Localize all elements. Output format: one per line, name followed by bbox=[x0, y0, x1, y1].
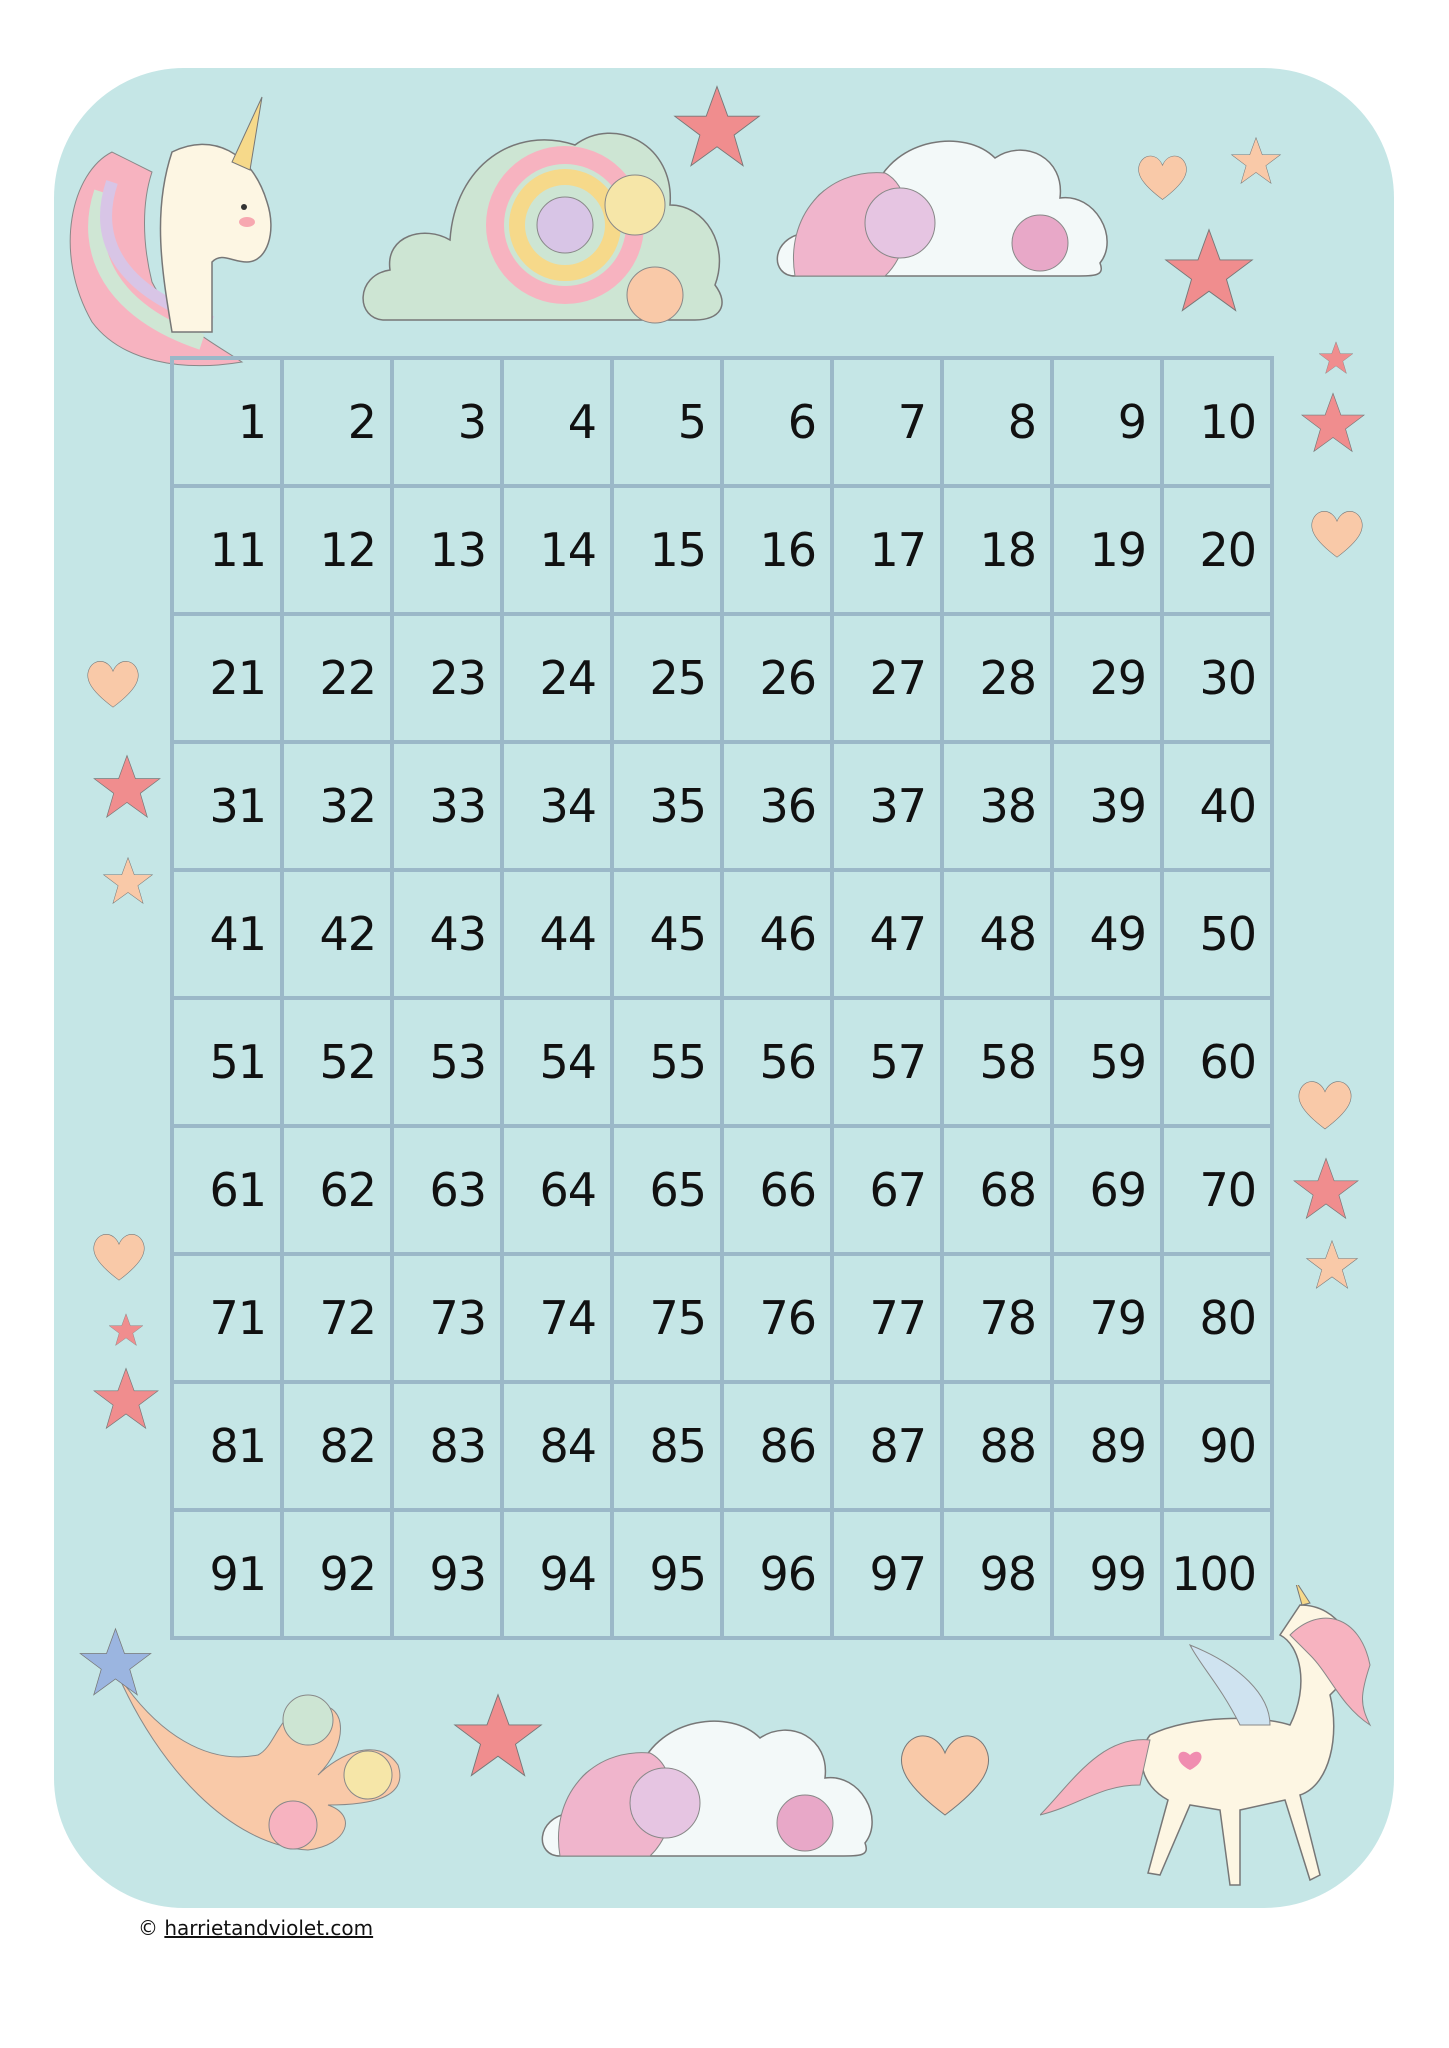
number-cell: 37 bbox=[834, 744, 944, 872]
heart-icon bbox=[1135, 150, 1190, 205]
number-cell: 69 bbox=[1054, 1128, 1164, 1256]
number-cell: 54 bbox=[504, 1000, 614, 1128]
number-cell: 50 bbox=[1164, 872, 1274, 1000]
number-cell: 39 bbox=[1054, 744, 1164, 872]
number-cell: 79 bbox=[1054, 1256, 1164, 1384]
number-cell: 49 bbox=[1054, 872, 1164, 1000]
number-cell: 3 bbox=[394, 360, 504, 488]
number-cell: 1 bbox=[174, 360, 284, 488]
number-cell: 6 bbox=[724, 360, 834, 488]
number-cell: 36 bbox=[724, 744, 834, 872]
number-cell: 56 bbox=[724, 1000, 834, 1128]
number-cell: 72 bbox=[284, 1256, 394, 1384]
number-cell: 8 bbox=[944, 360, 1054, 488]
star-icon bbox=[108, 1312, 144, 1348]
number-cell: 89 bbox=[1054, 1384, 1164, 1512]
star-icon bbox=[1318, 340, 1354, 376]
number-cell: 13 bbox=[394, 488, 504, 616]
number-cell: 41 bbox=[174, 872, 284, 1000]
number-cell: 47 bbox=[834, 872, 944, 1000]
number-cell: 86 bbox=[724, 1384, 834, 1512]
number-cell: 10 bbox=[1164, 360, 1274, 488]
number-cell: 62 bbox=[284, 1128, 394, 1256]
number-cell: 25 bbox=[614, 616, 724, 744]
number-cell: 93 bbox=[394, 1512, 504, 1640]
number-cell: 29 bbox=[1054, 616, 1164, 744]
number-cell: 20 bbox=[1164, 488, 1274, 616]
number-cell: 95 bbox=[614, 1512, 724, 1640]
number-cell: 75 bbox=[614, 1256, 724, 1384]
number-cell: 78 bbox=[944, 1256, 1054, 1384]
number-cell: 31 bbox=[174, 744, 284, 872]
number-cell: 26 bbox=[724, 616, 834, 744]
pink-cloud-icon bbox=[540, 1708, 880, 1858]
number-cell: 66 bbox=[724, 1128, 834, 1256]
number-cell: 63 bbox=[394, 1128, 504, 1256]
star-icon bbox=[1230, 135, 1282, 187]
star-icon bbox=[1305, 1238, 1359, 1292]
star-icon bbox=[672, 82, 762, 172]
star-icon bbox=[1163, 225, 1255, 317]
number-cell: 57 bbox=[834, 1000, 944, 1128]
number-cell: 51 bbox=[174, 1000, 284, 1128]
number-cell: 30 bbox=[1164, 616, 1274, 744]
star-icon bbox=[102, 855, 154, 907]
heart-icon bbox=[895, 1725, 995, 1825]
heart-icon bbox=[1295, 1075, 1355, 1135]
number-cell: 23 bbox=[394, 616, 504, 744]
number-cell: 18 bbox=[944, 488, 1054, 616]
number-cell: 80 bbox=[1164, 1256, 1274, 1384]
number-cell: 83 bbox=[394, 1384, 504, 1512]
number-cell: 28 bbox=[944, 616, 1054, 744]
star-icon bbox=[1292, 1155, 1360, 1223]
shooting-star-icon bbox=[78, 1625, 418, 1865]
number-cell: 74 bbox=[504, 1256, 614, 1384]
number-cell: 58 bbox=[944, 1000, 1054, 1128]
number-cell: 60 bbox=[1164, 1000, 1274, 1128]
number-cell: 17 bbox=[834, 488, 944, 616]
number-cell: 59 bbox=[1054, 1000, 1164, 1128]
number-cell: 61 bbox=[174, 1128, 284, 1256]
number-cell: 71 bbox=[174, 1256, 284, 1384]
number-cell: 97 bbox=[834, 1512, 944, 1640]
number-cell: 12 bbox=[284, 488, 394, 616]
footer-credit bbox=[138, 1916, 373, 1940]
number-cell: 90 bbox=[1164, 1384, 1274, 1512]
hundred-chart-grid bbox=[170, 356, 1274, 1640]
pink-cloud-icon bbox=[775, 128, 1115, 278]
number-cell: 76 bbox=[724, 1256, 834, 1384]
number-cell: 73 bbox=[394, 1256, 504, 1384]
number-cell: 42 bbox=[284, 872, 394, 1000]
number-cell: 16 bbox=[724, 488, 834, 616]
number-cell: 27 bbox=[834, 616, 944, 744]
number-cell: 19 bbox=[1054, 488, 1164, 616]
number-cell: 45 bbox=[614, 872, 724, 1000]
number-cell: 67 bbox=[834, 1128, 944, 1256]
number-cell: 15 bbox=[614, 488, 724, 616]
number-cell: 34 bbox=[504, 744, 614, 872]
number-cell: 11 bbox=[174, 488, 284, 616]
number-cell: 43 bbox=[394, 872, 504, 1000]
heart-icon bbox=[84, 655, 142, 713]
number-cell: 33 bbox=[394, 744, 504, 872]
number-cell: 7 bbox=[834, 360, 944, 488]
number-cell: 46 bbox=[724, 872, 834, 1000]
number-cell: 24 bbox=[504, 616, 614, 744]
number-cell: 14 bbox=[504, 488, 614, 616]
number-cell: 94 bbox=[504, 1512, 614, 1640]
number-cell: 82 bbox=[284, 1384, 394, 1512]
number-cell: 84 bbox=[504, 1384, 614, 1512]
star-icon bbox=[92, 752, 162, 822]
number-cell: 81 bbox=[174, 1384, 284, 1512]
number-cell: 99 bbox=[1054, 1512, 1164, 1640]
number-cell: 64 bbox=[504, 1128, 614, 1256]
number-cell: 40 bbox=[1164, 744, 1274, 872]
heart-icon bbox=[90, 1228, 148, 1286]
website-link[interactable]: harrietandviolet.com bbox=[164, 1916, 374, 1940]
number-cell: 55 bbox=[614, 1000, 724, 1128]
number-cell: 100 bbox=[1164, 1512, 1274, 1640]
heart-icon bbox=[1308, 505, 1366, 563]
number-cell: 91 bbox=[174, 1512, 284, 1640]
number-cell: 70 bbox=[1164, 1128, 1274, 1256]
copyright-symbol: © bbox=[138, 1916, 158, 1940]
number-cell: 98 bbox=[944, 1512, 1054, 1640]
number-cell: 21 bbox=[174, 616, 284, 744]
star-icon bbox=[1300, 390, 1366, 456]
number-cell: 48 bbox=[944, 872, 1054, 1000]
number-cell: 87 bbox=[834, 1384, 944, 1512]
number-cell: 88 bbox=[944, 1384, 1054, 1512]
number-cell: 92 bbox=[284, 1512, 394, 1640]
number-cell: 38 bbox=[944, 744, 1054, 872]
number-cell: 96 bbox=[724, 1512, 834, 1640]
number-cell: 53 bbox=[394, 1000, 504, 1128]
number-cell: 5 bbox=[614, 360, 724, 488]
number-cell: 2 bbox=[284, 360, 394, 488]
number-cell: 85 bbox=[614, 1384, 724, 1512]
number-cell: 65 bbox=[614, 1128, 724, 1256]
number-cell: 52 bbox=[284, 1000, 394, 1128]
number-cell: 44 bbox=[504, 872, 614, 1000]
number-cell: 4 bbox=[504, 360, 614, 488]
number-cell: 32 bbox=[284, 744, 394, 872]
number-cell: 77 bbox=[834, 1256, 944, 1384]
number-cell: 9 bbox=[1054, 360, 1164, 488]
number-cell: 68 bbox=[944, 1128, 1054, 1256]
number-cell: 35 bbox=[614, 744, 724, 872]
star-icon bbox=[452, 1690, 544, 1782]
number-cell: 22 bbox=[284, 616, 394, 744]
star-icon bbox=[92, 1365, 160, 1433]
unicorn-head-icon bbox=[52, 92, 282, 372]
